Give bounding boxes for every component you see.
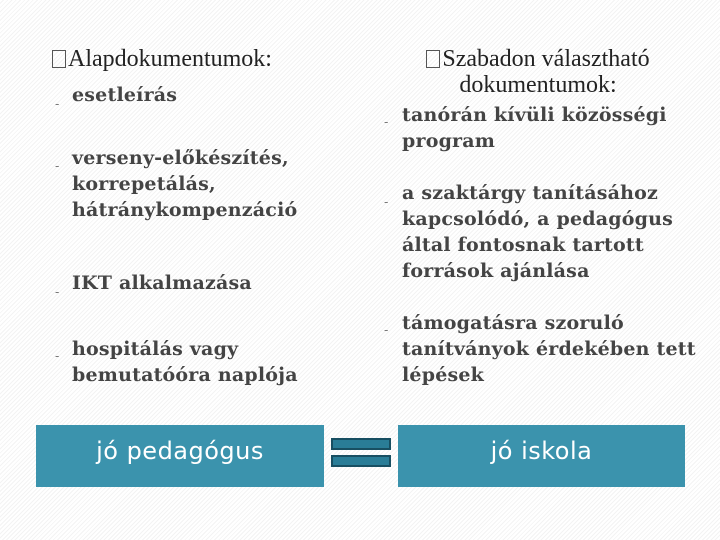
good-teacher-label: jó pedagógus bbox=[96, 437, 264, 465]
left-heading: Alapdokumentumok: bbox=[52, 46, 272, 72]
equals-sign-bottom-bar bbox=[331, 455, 391, 467]
bullet-dash: - bbox=[55, 97, 60, 111]
bullet-dash: - bbox=[384, 195, 389, 209]
right-list-item: támogatásra szoruló tanítványok érdekében tett lépések bbox=[402, 312, 696, 386]
left-list-item: esetleírás bbox=[72, 84, 178, 106]
bullet-dash: - bbox=[55, 349, 60, 363]
left-list-item: hospitálás vagy bemutatóóra naplója bbox=[72, 338, 298, 386]
bullet-dash: - bbox=[55, 285, 60, 299]
bullet-dash: - bbox=[55, 159, 60, 173]
good-teacher-band bbox=[36, 425, 324, 487]
equals-sign-top-bar bbox=[331, 438, 391, 450]
left-list-item: verseny-előkészítés, korrepetálás, hátránykompenzáció bbox=[72, 147, 298, 221]
bullet-dash: - bbox=[384, 115, 389, 129]
bullet-dash: - bbox=[384, 323, 389, 337]
good-school-label: jó iskola bbox=[490, 437, 593, 465]
checkbox-glyph-icon bbox=[52, 50, 66, 68]
good-school-band bbox=[398, 425, 685, 487]
right-heading: Szabadon választható dokumentumok: bbox=[388, 46, 688, 98]
right-list-item: a szaktárgy tanításához kapcsolódó, a pedagógus által fontosnak tartott források ajánlása bbox=[402, 182, 674, 282]
checkbox-glyph-icon bbox=[426, 50, 440, 68]
right-list-item: tanórán kívüli közösségi program bbox=[402, 104, 667, 152]
left-list-item: IKT alkalmazása bbox=[72, 272, 252, 294]
